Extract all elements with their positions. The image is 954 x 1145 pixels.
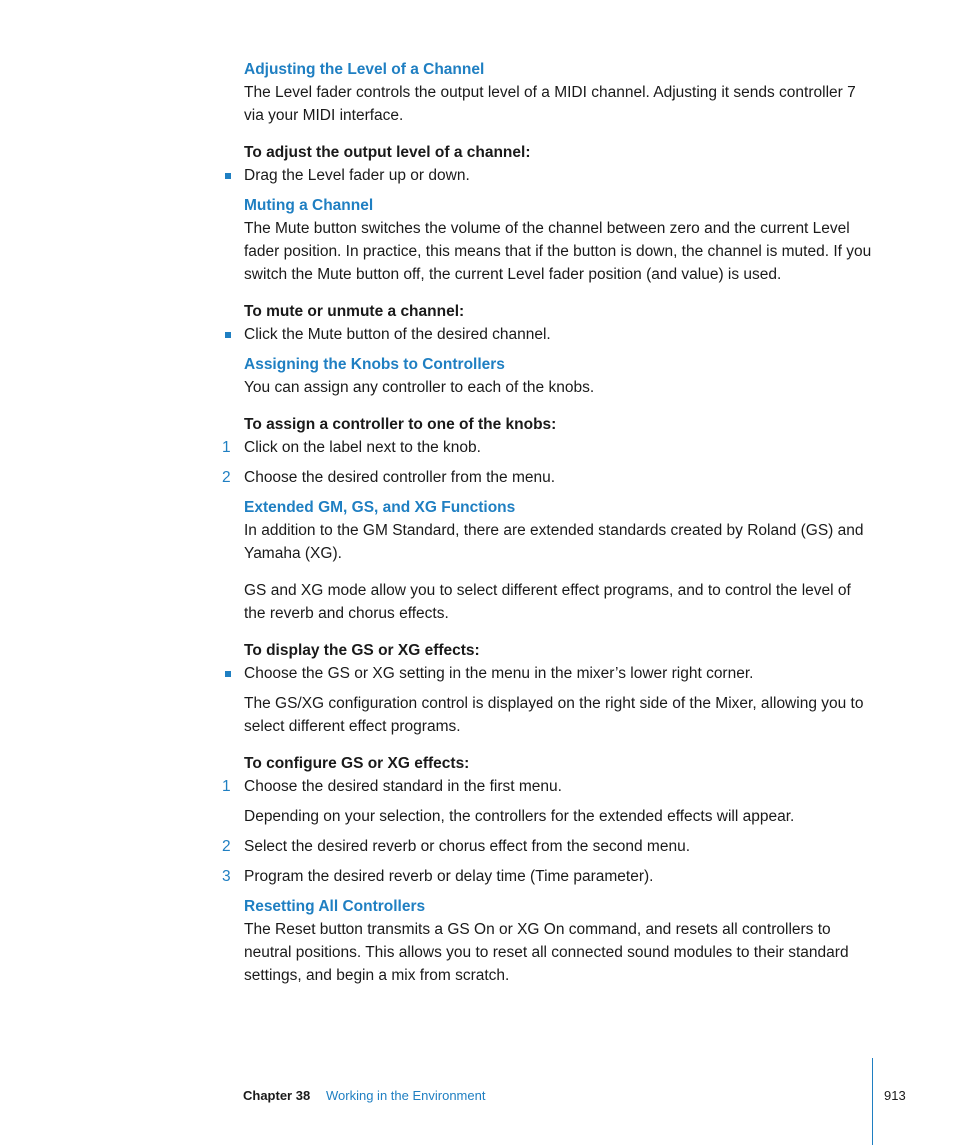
step-number: 1 — [222, 778, 231, 795]
step-text: Program the desired reverb or delay time (Time parameter). — [244, 868, 654, 885]
paragraph: GS and XG mode allow you to select different effect programs, and to control the level of the reverb and chorus effects. — [244, 582, 851, 622]
step-number: 3 — [222, 868, 231, 885]
step-item — [222, 436, 874, 459]
paragraph: In addition to the GM Standard, there are extended standards created by Roland (GS) and Yamaha (XG). — [244, 522, 864, 562]
section-heading: Extended GM, GS, and XG Functions — [244, 499, 516, 516]
paragraph: The GS/XG configuration control is displayed on the right side of the Mixer, allowing you to select different effect programs. — [244, 695, 864, 735]
bullet-text: Click the Mute button of the desired channel. — [244, 326, 551, 343]
footer-chapter-title: Working in the Environment — [326, 1088, 486, 1103]
section-heading: Resetting All Controllers — [244, 898, 426, 915]
step-number: 2 — [222, 469, 231, 486]
section-heading: Muting a Channel — [244, 197, 374, 214]
section-heading: Adjusting the Level of a Channel — [244, 61, 485, 78]
paragraph: The Level fader controls the output level of a MIDI channel. Adjusting it sends controller 7 via your MIDI interface. — [244, 84, 856, 124]
paragraph: Depending on your selection, the controllers for the extended effects will appear. — [244, 808, 795, 825]
step-item — [222, 466, 874, 489]
bullet-item — [244, 662, 874, 685]
paragraph: The Reset button transmits a GS On or XG On command, and resets all controllers to neutral positions. This allows you to reset all connected sound modules to their standard settings, and begin a mix from scratch. — [244, 921, 849, 984]
bullet-text: Drag the Level fader up or down. — [244, 167, 470, 184]
step-text: Select the desired reverb or chorus effect from the second menu. — [244, 838, 691, 855]
task-heading: To display the GS or XG effects: — [244, 642, 480, 659]
step-number: 1 — [222, 439, 231, 456]
section-heading: Assigning the Knobs to Controllers — [244, 356, 505, 373]
page-content — [222, 58, 874, 1001]
square-bullet-icon — [225, 332, 231, 338]
step-text: Click on the label next to the knob. — [244, 439, 481, 456]
task-heading: To assign a controller to one of the knobs: — [244, 416, 557, 433]
page-number: 913 — [884, 1088, 906, 1103]
footer-chapter: Chapter 38 — [243, 1088, 311, 1103]
step-text: Choose the desired standard in the first menu. — [244, 778, 562, 795]
step-item — [222, 775, 874, 798]
paragraph: You can assign any controller to each of the knobs. — [244, 379, 595, 396]
bullet-item — [244, 323, 874, 346]
square-bullet-icon — [225, 173, 231, 179]
step-item — [222, 835, 874, 858]
footer-divider — [872, 1058, 873, 1145]
bullet-text: Choose the GS or XG setting in the menu in the mixer’s lower right corner. — [244, 665, 754, 682]
paragraph: The Mute button switches the volume of the channel between zero and the current Level fader position. In practice, this means that if the button is down, the channel is muted. If you switch the Mute button off, the current Level fader position (and value) is used. — [244, 220, 872, 283]
bullet-item — [244, 164, 874, 187]
task-heading: To adjust the output level of a channel: — [244, 144, 531, 161]
step-item — [222, 865, 874, 888]
step-text: Choose the desired controller from the menu. — [244, 469, 556, 486]
square-bullet-icon — [225, 671, 231, 677]
task-heading: To mute or unmute a channel: — [244, 303, 465, 320]
task-heading: To configure GS or XG effects: — [244, 755, 470, 772]
step-number: 2 — [222, 838, 231, 855]
